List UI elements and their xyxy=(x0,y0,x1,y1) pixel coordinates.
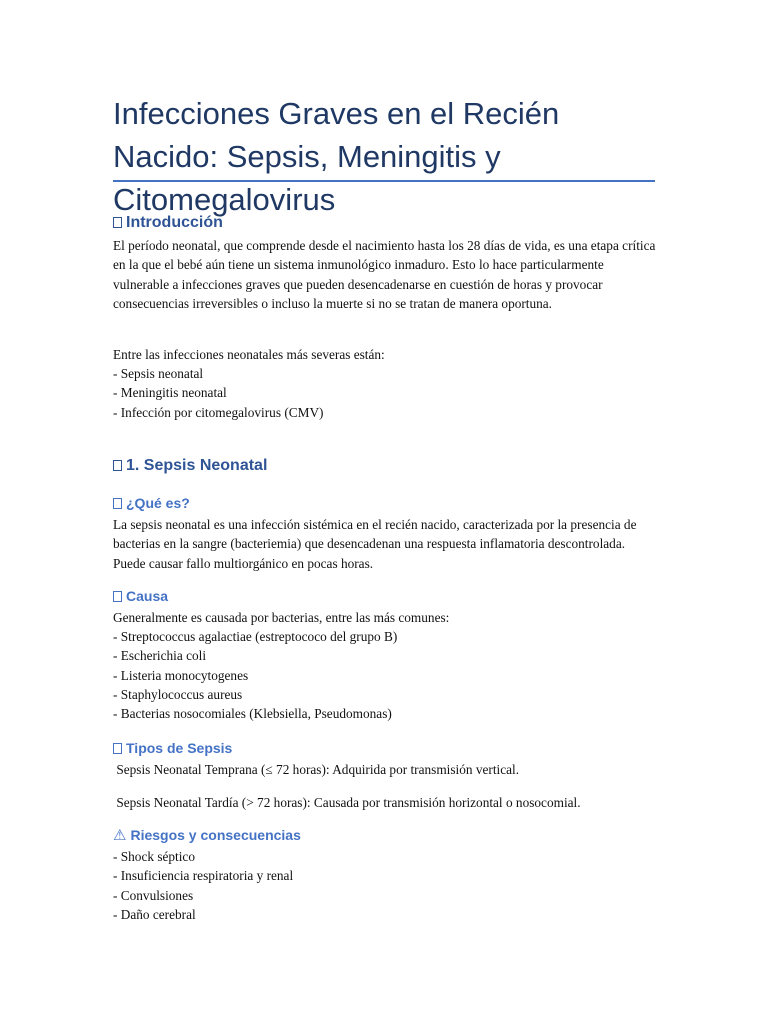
list-item: - Convulsiones xyxy=(113,887,194,903)
missing-glyph-icon xyxy=(113,743,122,754)
list-item: - Streptococcus agalactiae (estreptococo del grupo B) xyxy=(113,629,398,644)
tipos-heading xyxy=(113,738,232,758)
warning-icon: ⚠ xyxy=(113,827,127,844)
tipo-tardia: Sepsis Neonatal Tardía (> 72 horas): Causada por transmisión horizontal o nosocomial. xyxy=(113,795,581,810)
riesgos-list xyxy=(113,847,293,924)
que-es-paragraph: La sepsis neonatal es una infección sistémica en el recién nacido, caracterizada por la presencia de bacterias en la sangre (bacteriemia) que desencadenan una respuesta inflamatoria descontrolada. Puede causar fallo multiorgánico en pocas horas. xyxy=(113,517,637,571)
missing-glyph-icon xyxy=(113,591,122,602)
list-item: - Meningitis neonatal xyxy=(113,385,227,401)
que-es-heading-text: ¿Qué es? xyxy=(126,495,190,511)
intro-heading-text: Introducción xyxy=(126,214,223,231)
list-item: - Insuficiencia respiratoria y renal xyxy=(113,868,294,884)
list-item: - Daño cerebral xyxy=(113,906,196,922)
list-item: - Staphylococcus aureus xyxy=(113,686,243,702)
list-item: - Infección por citomegalovirus (CMV) xyxy=(113,404,324,420)
causa-heading-text: Causa xyxy=(126,588,169,604)
tipo-temprana: Sepsis Neonatal Temprana (≤ 72 horas): Adquirida por transmisión vertical. xyxy=(113,762,520,777)
title-divider xyxy=(113,180,655,182)
list-item: - Escherichia coli xyxy=(113,648,207,664)
que-es-heading xyxy=(113,493,190,513)
missing-glyph-icon xyxy=(113,460,122,471)
riesgos-heading xyxy=(113,825,301,846)
causa-heading xyxy=(113,586,168,606)
tipos-heading-text: Tipos de Sepsis xyxy=(126,740,233,756)
intro-list-intro: Entre las infecciones neonatales más severas están: xyxy=(113,347,385,362)
list-item: - Sepsis neonatal xyxy=(113,366,204,381)
causa-list xyxy=(113,627,397,723)
document-title: Infecciones Graves en el Recién Nacido: Sepsis, Meningitis y Citomegalovirus xyxy=(113,96,560,217)
list-item: - Shock séptico xyxy=(113,849,195,864)
causa-list-intro: Generalmente es causada por bacterias, entre las más comunes: xyxy=(113,610,450,625)
riesgos-heading-text: Riesgos y consecuencias xyxy=(130,827,301,843)
intro-list xyxy=(113,364,323,422)
missing-glyph-icon xyxy=(113,498,122,509)
list-item: - Listeria monocytogenes xyxy=(113,667,249,683)
intro-heading xyxy=(113,213,223,233)
sepsis-heading xyxy=(113,456,267,476)
intro-paragraph: El período neonatal, que comprende desde el nacimiento hasta los 28 días de vida, es una etapa crítica en la que el bebé aún tiene un sistema inmunológico inmaduro. Esto lo hace particularmente vulnerable a infecciones graves que pueden desencadenarse en cuestión de horas y provocar consecuencias irreversibles o incluso la muerte si no se tratan de manera oportuna. xyxy=(113,238,656,311)
sepsis-heading-text: 1. Sepsis Neonatal xyxy=(126,457,268,474)
missing-glyph-icon xyxy=(113,217,122,228)
list-item: - Bacterias nosocomiales (Klebsiella, Pseudomonas) xyxy=(113,706,392,722)
